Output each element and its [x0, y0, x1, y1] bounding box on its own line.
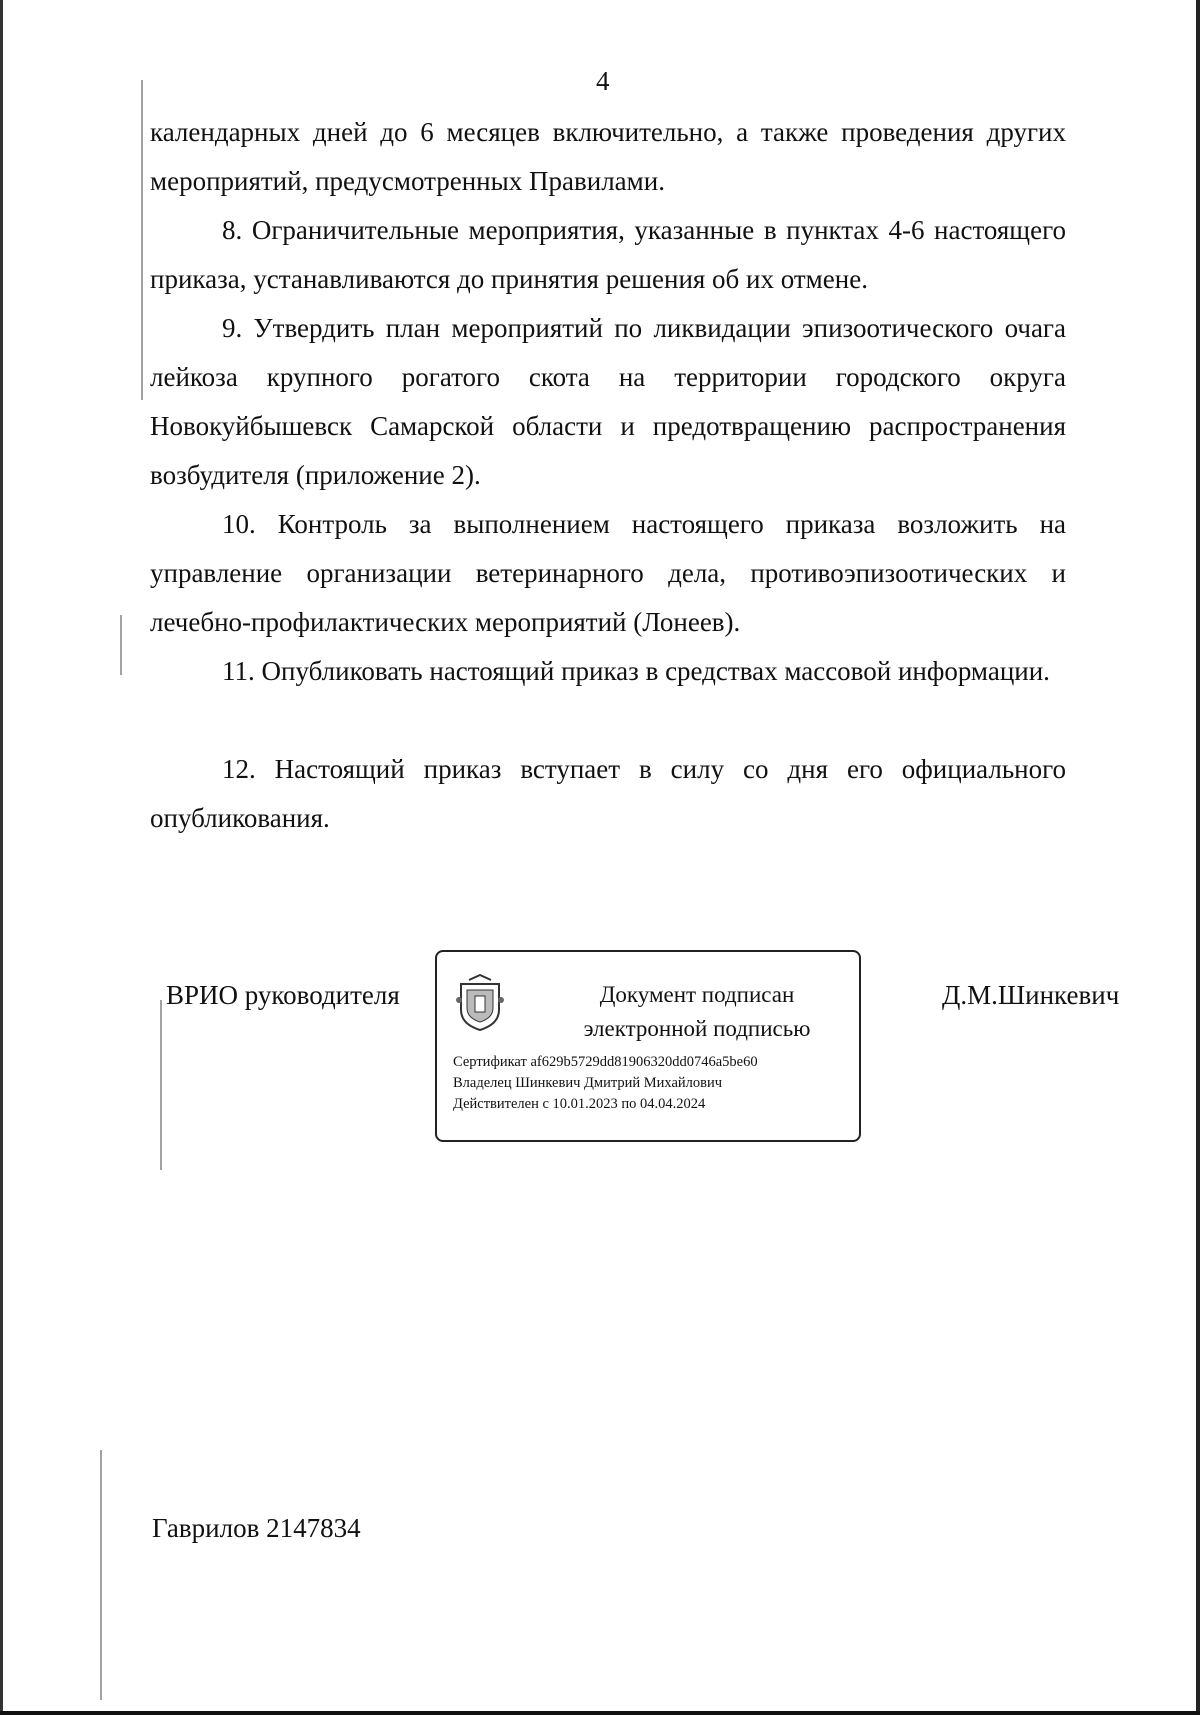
- scan-edge-bottom: [0, 1711, 1200, 1715]
- paragraph-text: 11. Опубликовать настоящий приказ в средствах массовой информации.: [222, 656, 1050, 686]
- scan-artifact: [160, 1000, 162, 1170]
- certificate-number: Сертификат af629b5729dd81906320dd0746a5be60: [453, 1054, 758, 1070]
- paragraph-8: [150, 206, 1066, 304]
- certificate-validity: Действителен с 10.01.2023 по 04.04.2024: [453, 1096, 706, 1112]
- executor-contact: Гаврилов 2147834: [152, 1513, 361, 1543]
- paragraph-9: [150, 304, 1066, 500]
- paragraph-text: 8. Ограничительные мероприятия, указанные в пунктах 4-6 настоящего приказа, устанавливаются до принятия решения об их отмене.: [150, 215, 1066, 294]
- signer-name: Д.М.Шинкевич: [942, 980, 1120, 1010]
- paragraph-11: [150, 647, 1066, 696]
- page-number: 4: [596, 66, 610, 96]
- paragraph-continuation: [150, 108, 1066, 206]
- electronic-signature-stamp: [435, 950, 861, 1142]
- signer-position: ВРИО руководителя: [166, 980, 400, 1010]
- stamp-title: Документ подписан электронной подписью: [583, 982, 811, 1041]
- stamp-details: [453, 1052, 758, 1115]
- paragraph-text: 10. Контроль за выполнением настоящего приказа возложить на управление организации ветеринарного дела, противоэпизоотических и лечебно-профилактических мероприятий (Лонеев).: [150, 509, 1066, 637]
- paragraph-text: календарных дней до 6 месяцев включительно, а также проведения других мероприятий, предусмотренных Правилами.: [150, 117, 1066, 196]
- scan-edge-right: [1196, 0, 1200, 1715]
- scan-edge-left: [0, 0, 3, 1715]
- paragraph-text: 12. Настоящий приказ вступает в силу со дня его официального опубликования.: [150, 754, 1066, 833]
- scan-artifact: [120, 615, 122, 675]
- paragraph-text: 9. Утвердить план мероприятий по ликвидации эпизоотического очага лейкоза крупного рогатого скота на территории городского округа Новокуйбышевск Самарской области и предотвращению распространения возбудителя (приложение 2).: [150, 313, 1066, 490]
- paragraph-10: [150, 500, 1066, 647]
- scan-artifact: [141, 80, 143, 400]
- scan-artifact: [100, 1450, 102, 1700]
- coat-of-arms-icon: [455, 974, 505, 1032]
- certificate-owner: Владелец Шинкевич Дмитрий Михайлович: [453, 1075, 723, 1091]
- paragraph-12: [150, 745, 1066, 843]
